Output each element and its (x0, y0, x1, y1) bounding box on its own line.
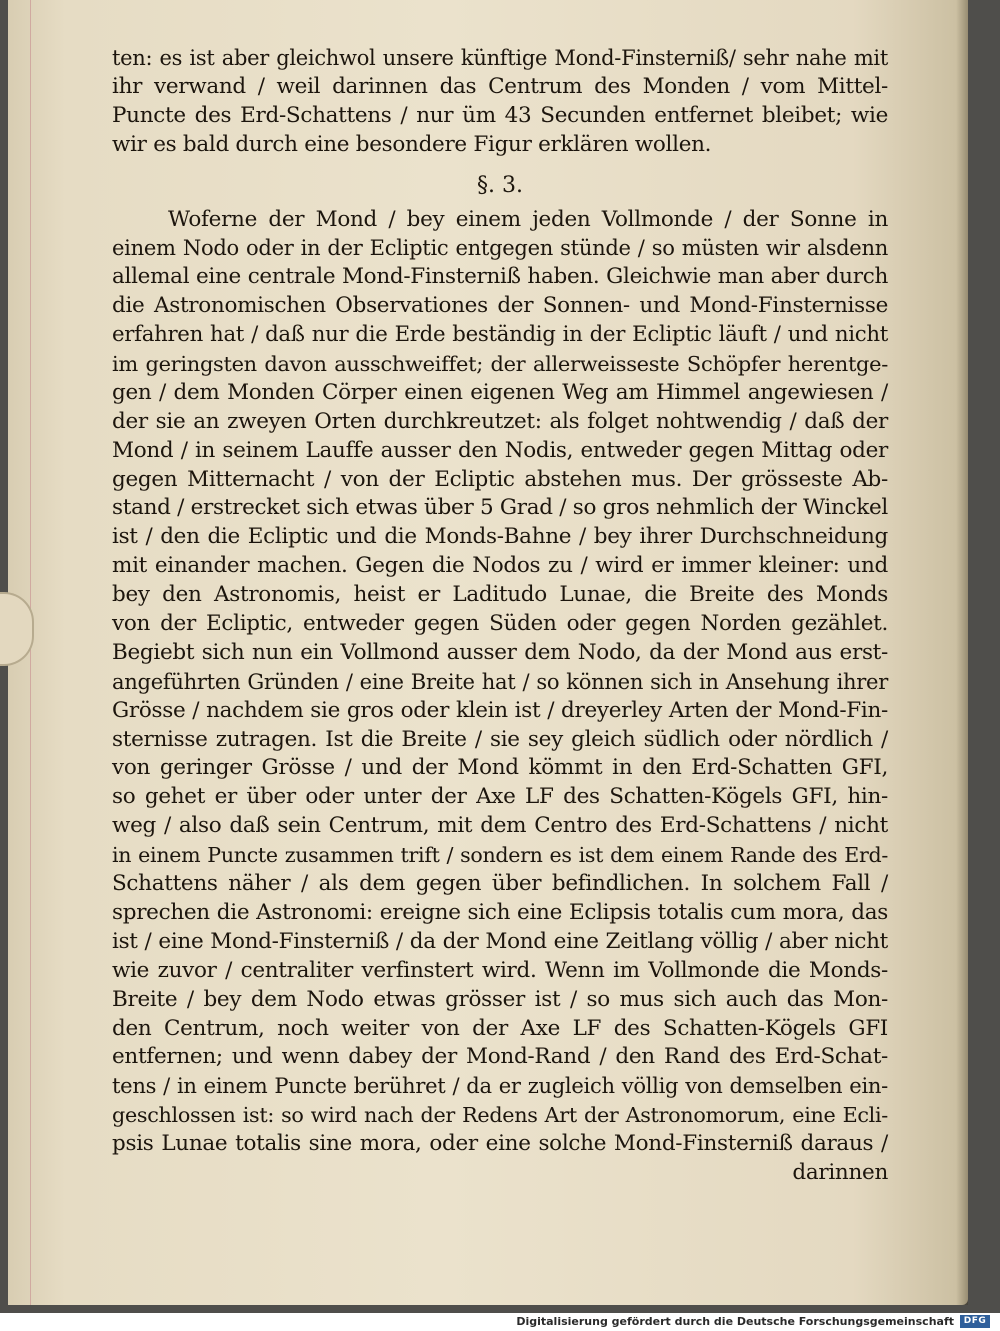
footer-credit: Digitalisierung gefördert durch die Deutsche Forschungsgemeinschaft (516, 1315, 954, 1328)
paragraph-line: wie zuvor / centraliter verfinstert wird. Wenn im Vollmonde die Monds- (112, 957, 888, 983)
paragraph-line: von der Ecliptic, entweder gegen Süden oder gegen Norden gezählet. (112, 611, 888, 637)
paragraph-line: von geringer Grösse / und der Mond kömmt in den Erd-Schatten GFI, (112, 755, 888, 781)
paragraph-line: bey den Astronomis, heist er Laditudo Lunae, die Breite des Monds (112, 582, 888, 608)
paragraph-line: einem Nodo oder in der Ecliptic entgegen stünde / so müsten wir alsdenn (112, 235, 888, 261)
paragraph-line: sprechen die Astronomi: ereigne sich eine Eclipsis totalis cum mora, das (112, 899, 888, 925)
text-line: wir es bald durch eine besondere Figur erklären wollen. (112, 131, 712, 157)
paragraph-line: Mond / in seinem Lauffe ausser den Nodis, entweder gegen Mittag oder (112, 437, 888, 463)
text-line: ihr verwand / weil darinnen das Centrum des Monden / vom Mittel- (112, 73, 888, 99)
paragraph-line: mit einander machen. Gegen die Nodos zu / wird er immer kleiner: und (112, 553, 888, 579)
paragraph-line: angeführten Gründen / eine Breite hat / so können sich in Ansehung ihrer (112, 668, 888, 694)
page-text (112, 44, 888, 1188)
paragraph-line: allemal eine centrale Mond-Finsterniß haben. Gleichwie man aber durch (112, 264, 888, 290)
paragraph-line: die Astronomischen Observationes der Sonnen- und Mond-Finsternisse (112, 293, 888, 319)
section-heading: §. 3. (477, 172, 523, 198)
footer-bar (0, 1313, 1000, 1331)
paragraph-line: sternisse zutragen. Ist die Breite / sie sey gleich südlich oder nördlich / (112, 726, 888, 752)
paragraph-line: ist / eine Mond-Finsterniß / da der Mond eine Zeitlang völlig / aber nicht (112, 928, 888, 954)
paragraph-line: entfernen; und wenn dabey der Mond-Rand / den Rand des Erd-Schat- (112, 1044, 888, 1070)
paragraph-line: im geringsten davon ausschweiffet; der allerweisseste Schöpfer herentge- (112, 352, 888, 377)
paragraph-line: der sie an zweyen Orten durchkreutzet: als folget nohtwendig / daß der (112, 408, 888, 434)
paragraph-line: gen / dem Monden Cörper einen eigenen Weg am Himmel angewiesen / (112, 379, 888, 405)
text-line: ten: es ist aber gleichwol unsere künftige Mond-Finsterniß/ sehr nahe mit (112, 45, 888, 70)
paragraph-line: gegen Mitternacht / von der Ecliptic abstehen mus. Der grösseste Ab- (112, 466, 888, 492)
paragraph-line: Grösse / nachdem sie gros oder klein ist / dreyerley Arten der Mond-Fin- (112, 697, 888, 723)
paragraph-line: so gehet er über oder unter der Axe LF des Schatten-Kögels GFI, hin- (112, 784, 888, 810)
catchword: darinnen (792, 1159, 888, 1185)
paragraph-line: Schattens näher / als dem gegen über befindlichen. In solchem Fall / (112, 871, 888, 897)
paragraph-line: ist / den die Ecliptic und die Monds-Bahne / bey ihrer Durchschneidung (112, 524, 888, 550)
paragraph-line: in einem Puncte zusammen trift / sondern es ist dem einem Rande des Erd- (112, 843, 888, 868)
paragraph-line: weg / also daß sein Centrum, mit dem Centro des Erd-Schattens / nicht (112, 813, 888, 839)
text-line: Puncte des Erd-Schattens / nur üm 43 Secunden entfernet bleibet; wie (112, 102, 888, 128)
page-tab-mark (0, 592, 34, 666)
paragraph-line: Breite / bey dem Nodo etwas grösser ist / so mus sich auch das Mon- (112, 986, 888, 1012)
paragraph-line: tens / in einem Puncte berühret / da er zugleich völlig von demselben ein- (112, 1073, 888, 1099)
paragraph-line: den Centrum, noch weiter von der Axe LF des Schatten-Kögels GFI (112, 1015, 888, 1041)
margin-rule (30, 0, 31, 1305)
dfg-logo: DFG (960, 1315, 990, 1328)
paragraph (112, 206, 888, 1159)
page-edge-shadow (956, 0, 968, 1305)
paragraph-line: psis Lunae totalis sine mora, oder eine solche Mond-Finsterniß daraus / (112, 1131, 888, 1157)
paragraph-line: erfahren hat / daß nur die Erde beständig in der Ecliptic läuft / und nicht (112, 322, 888, 348)
paragraph-line: Begiebt sich nun ein Vollmond ausser dem Nodo, da der Mond aus erst- (112, 639, 888, 665)
paragraph-line: geschlossen ist: so wird nach der Redens Art der Astronomorum, eine Ecli- (112, 1103, 888, 1128)
paragraph-line: stand / erstrecket sich etwas über 5 Grad / so gros nehmlich der Winckel (112, 495, 889, 521)
paragraph-line: Woferne der Mond / bey einem jeden Vollmonde / der Sonne in (168, 206, 888, 232)
